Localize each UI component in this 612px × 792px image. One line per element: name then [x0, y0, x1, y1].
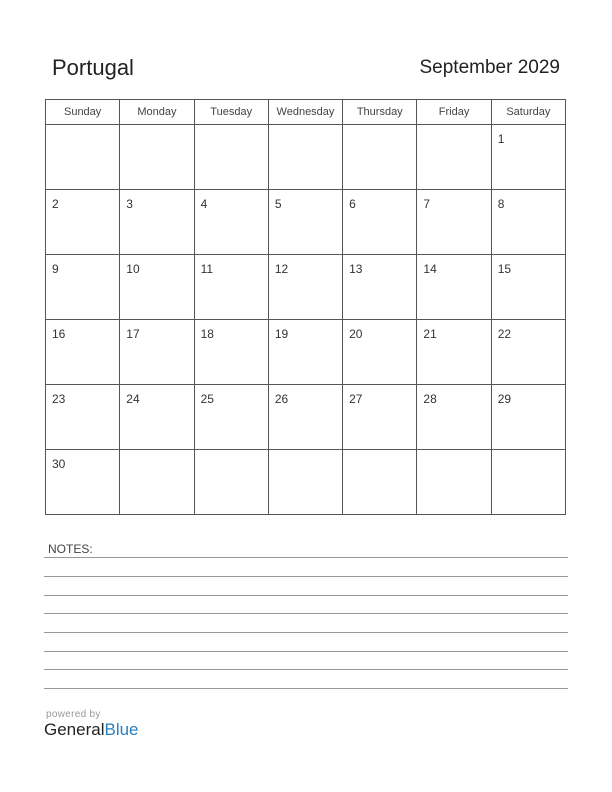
week-row — [46, 255, 566, 320]
day-number — [195, 125, 268, 132]
powered-by-text: powered by — [46, 709, 101, 720]
day-number: 18 — [200, 327, 214, 341]
day-number: 27 — [349, 392, 363, 406]
brand-blue: Blue — [104, 720, 139, 739]
day-cell — [268, 320, 342, 385]
note-line — [44, 651, 568, 652]
week-row — [46, 125, 566, 190]
page-title-country: Portugal — [52, 55, 134, 80]
day-number: 19 — [274, 327, 289, 341]
day-cell — [46, 450, 120, 515]
day-cell — [417, 320, 491, 385]
day-cell — [46, 190, 120, 255]
day-number: 23 — [52, 392, 66, 406]
day-cell — [120, 450, 194, 515]
day-cell — [491, 255, 565, 320]
day-number: 17 — [126, 327, 140, 341]
day-cell — [343, 320, 417, 385]
day-cell — [120, 385, 194, 450]
weekday-header: Saturday — [491, 100, 565, 125]
day-number: 5 — [274, 197, 282, 211]
day-number: 3 — [126, 197, 133, 211]
day-number: 6 — [349, 197, 356, 211]
day-number — [120, 125, 193, 132]
day-number: 26 — [274, 392, 289, 406]
day-number — [269, 125, 342, 132]
day-number: 20 — [349, 327, 363, 341]
day-cell — [194, 320, 268, 385]
day-cell — [194, 385, 268, 450]
day-cell — [343, 450, 417, 515]
day-cell — [343, 190, 417, 255]
day-number: 28 — [423, 392, 437, 406]
day-cell — [120, 320, 194, 385]
note-line — [44, 576, 568, 577]
day-number: 9 — [52, 262, 59, 276]
day-number: 24 — [126, 392, 140, 406]
day-cell — [120, 125, 194, 190]
day-cell — [46, 320, 120, 385]
day-cell — [46, 255, 120, 320]
day-number: 22 — [497, 327, 512, 341]
day-cell — [491, 190, 565, 255]
day-number: 29 — [497, 392, 512, 406]
week-row — [46, 190, 566, 255]
day-number: 25 — [200, 392, 214, 406]
day-cell — [46, 125, 120, 190]
day-cell — [343, 125, 417, 190]
note-line — [44, 688, 568, 689]
day-number: 21 — [423, 327, 437, 341]
day-cell — [491, 385, 565, 450]
weekday-header: Wednesday — [268, 100, 342, 125]
note-line — [44, 557, 568, 558]
day-cell — [417, 125, 491, 190]
weekday-header: Thursday — [343, 100, 417, 125]
notes-label: NOTES: — [48, 542, 93, 556]
day-number — [343, 125, 416, 132]
day-cell — [194, 190, 268, 255]
day-number — [417, 450, 490, 457]
day-cell — [194, 450, 268, 515]
weekday-header: Tuesday — [194, 100, 268, 125]
day-number: 7 — [423, 197, 431, 211]
day-number: 2 — [52, 197, 59, 211]
day-cell — [268, 450, 342, 515]
day-number — [343, 450, 416, 457]
brand-general: General — [44, 720, 105, 739]
day-number: 30 — [52, 457, 66, 471]
day-cell — [491, 320, 565, 385]
day-cell — [120, 255, 194, 320]
note-line — [44, 595, 568, 596]
day-cell — [417, 255, 491, 320]
day-number — [46, 125, 119, 132]
day-cell — [268, 385, 342, 450]
day-cell — [417, 190, 491, 255]
day-number: 14 — [423, 262, 437, 276]
weekday-header: Monday — [120, 100, 194, 125]
day-cell — [343, 385, 417, 450]
note-line — [44, 669, 568, 670]
weekday-header: Friday — [417, 100, 491, 125]
day-number — [269, 450, 342, 457]
day-number: 15 — [497, 262, 512, 276]
page-title-month: September 2029 — [419, 57, 560, 78]
day-cell — [46, 385, 120, 450]
weekday-header: Sunday — [46, 100, 120, 125]
day-cell — [343, 255, 417, 320]
day-number: 13 — [349, 262, 363, 276]
week-row — [46, 450, 566, 515]
day-cell — [194, 255, 268, 320]
day-cell — [268, 125, 342, 190]
day-cell — [120, 190, 194, 255]
note-line — [44, 632, 568, 633]
day-number: 1 — [497, 132, 505, 146]
day-number: 4 — [200, 197, 208, 211]
week-row — [46, 320, 566, 385]
day-number — [195, 450, 268, 457]
day-cell — [268, 190, 342, 255]
day-cell — [417, 450, 491, 515]
day-number — [492, 450, 565, 457]
day-cell — [417, 385, 491, 450]
weekday-header-row — [46, 100, 566, 125]
day-number: 8 — [497, 197, 505, 211]
day-number: 10 — [126, 262, 140, 276]
day-cell — [491, 450, 565, 515]
day-number — [417, 125, 490, 132]
day-number: 12 — [274, 262, 289, 276]
brand-logo[interactable] — [44, 720, 139, 740]
day-number: 11 — [200, 262, 214, 276]
day-cell — [194, 125, 268, 190]
day-cell — [268, 255, 342, 320]
day-number: 16 — [52, 327, 66, 341]
day-number — [120, 450, 193, 457]
day-cell — [491, 125, 565, 190]
note-line — [44, 613, 568, 614]
week-row — [46, 385, 566, 450]
calendar-grid — [45, 99, 566, 515]
